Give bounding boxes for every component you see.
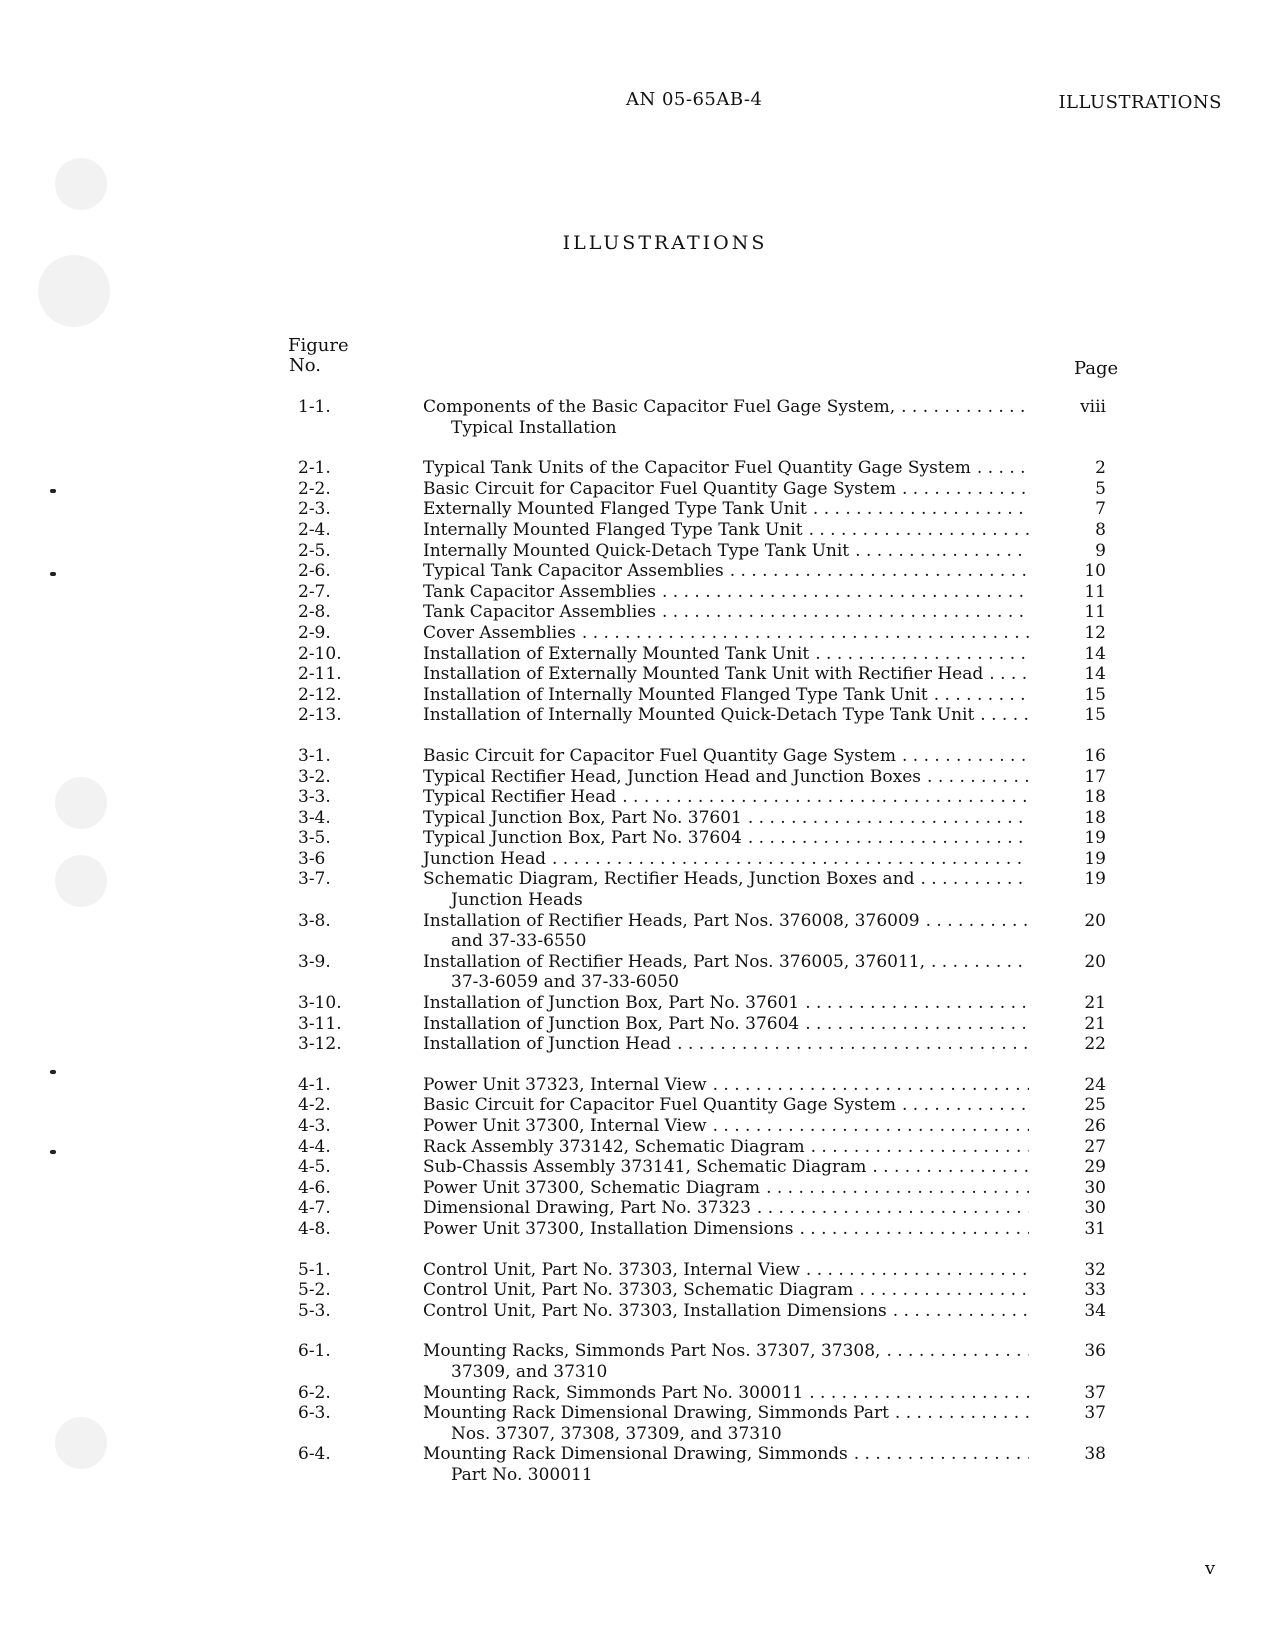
page-reference: 25 bbox=[1084, 1095, 1106, 1116]
page-reference: 36 bbox=[1084, 1341, 1106, 1362]
dot-leader bbox=[616, 787, 1029, 808]
dot-leader bbox=[576, 623, 1029, 644]
dot-leader bbox=[656, 602, 1029, 623]
page-reference: 21 bbox=[1084, 1013, 1106, 1034]
page-reference: 29 bbox=[1084, 1157, 1106, 1178]
list-item bbox=[0, 952, 1280, 993]
figure-title: Sub-Chassis Assembly 373141, Schematic Diagram bbox=[423, 1157, 867, 1178]
figure-title-line bbox=[423, 767, 1029, 788]
dot-leader bbox=[889, 1403, 1029, 1424]
figure-title: Installation of Rectifier Heads, Part Nos. 376005, 376011, bbox=[423, 951, 925, 972]
figure-title: Mounting Racks, Simmonds Part Nos. 37307, 37308, bbox=[423, 1341, 881, 1362]
figure-title-line bbox=[423, 746, 1029, 767]
dot-leader bbox=[742, 828, 1029, 849]
figure-title-line bbox=[423, 1157, 1029, 1178]
page-reference: 21 bbox=[1084, 993, 1106, 1014]
list-item bbox=[0, 685, 1280, 706]
figure-heading-line2: No. bbox=[289, 355, 321, 376]
figure-number: 5-1. bbox=[298, 1259, 331, 1280]
section-header: ILLUSTRATIONS bbox=[1058, 92, 1222, 113]
figure-number: 3-6 bbox=[298, 848, 326, 869]
figure-number: 2-13. bbox=[298, 705, 342, 726]
figure-number: 4-8. bbox=[298, 1218, 331, 1239]
page-reference: 8 bbox=[1095, 519, 1106, 540]
figure-title-line bbox=[423, 644, 1029, 665]
figure-title-line bbox=[423, 1095, 1029, 1116]
figure-number: 2-5. bbox=[298, 540, 331, 561]
list-item bbox=[0, 582, 1280, 603]
figure-title-line bbox=[423, 561, 1029, 582]
figure-number: 2-12. bbox=[298, 684, 342, 705]
figure-title: Internally Mounted Flanged Type Tank Unit bbox=[423, 519, 803, 540]
page-reference: 27 bbox=[1084, 1136, 1106, 1157]
figure-title-continuation: 37309, and 37310 bbox=[451, 1361, 608, 1382]
figure-title-line bbox=[423, 1444, 1029, 1465]
figure-title-line bbox=[423, 664, 1029, 685]
figure-title-line bbox=[423, 911, 1029, 932]
figure-title: Control Unit, Part No. 37303, Internal View bbox=[423, 1259, 800, 1280]
figure-title-line bbox=[423, 623, 1029, 644]
dot-leader bbox=[928, 685, 1029, 706]
list-item bbox=[0, 1260, 1280, 1281]
figure-title-line bbox=[423, 993, 1029, 1014]
figure-title-line bbox=[423, 808, 1029, 829]
list-item bbox=[0, 1198, 1280, 1219]
figure-number: 3-11. bbox=[298, 1013, 342, 1034]
figure-title: Typical Tank Units of the Capacitor Fuel Quantity Gage System bbox=[423, 458, 971, 479]
dot-leader bbox=[809, 644, 1029, 665]
list-item bbox=[0, 849, 1280, 870]
list-item bbox=[0, 541, 1280, 562]
figure-title-line bbox=[423, 520, 1029, 541]
figure-group bbox=[0, 746, 1280, 1055]
list-item bbox=[0, 705, 1280, 726]
figure-title-line bbox=[423, 1116, 1029, 1137]
figure-title-line bbox=[423, 499, 1029, 520]
figure-title-line bbox=[423, 1301, 1029, 1322]
dot-leader bbox=[803, 1383, 1029, 1404]
figure-title-continuation: Part No. 300011 bbox=[451, 1464, 593, 1485]
figure-title: Mounting Rack, Simmonds Part No. 300011 bbox=[423, 1382, 804, 1403]
figure-title: Installation of Junction Head bbox=[423, 1034, 672, 1055]
dot-leader bbox=[896, 1095, 1029, 1116]
dot-leader bbox=[707, 1116, 1029, 1137]
figure-title-line bbox=[423, 602, 1029, 623]
figure-column-heading bbox=[288, 336, 349, 376]
figure-title-line bbox=[423, 1341, 1029, 1362]
figure-number: 3-7. bbox=[298, 869, 331, 890]
list-item bbox=[0, 787, 1280, 808]
page-reference: 34 bbox=[1084, 1300, 1106, 1321]
figure-number: 6-1. bbox=[298, 1341, 331, 1362]
figure-title: Internally Mounted Quick-Detach Type Tank Unit bbox=[423, 540, 850, 561]
figure-title: Components of the Basic Capacitor Fuel Gage System, bbox=[423, 397, 896, 417]
figure-number: 5-2. bbox=[298, 1280, 331, 1301]
list-item bbox=[0, 664, 1280, 685]
page-reference: 9 bbox=[1095, 540, 1106, 561]
figure-title-line bbox=[423, 1034, 1029, 1055]
figure-group bbox=[0, 458, 1280, 726]
figure-number: 2-9. bbox=[298, 622, 331, 643]
figure-title: Typical Junction Box, Part No. 37601 bbox=[423, 807, 742, 828]
page-reference: 14 bbox=[1084, 664, 1106, 685]
figure-group bbox=[0, 1075, 1280, 1240]
list-item bbox=[0, 520, 1280, 541]
figure-title: Power Unit 37300, Schematic Diagram bbox=[423, 1177, 761, 1198]
figure-title-line bbox=[423, 458, 1029, 479]
page-reference: 26 bbox=[1084, 1116, 1106, 1136]
dot-leader bbox=[805, 1137, 1029, 1158]
document-number: AN 05-65AB-4 bbox=[626, 89, 763, 110]
figure-title-line bbox=[423, 1178, 1029, 1199]
dot-leader bbox=[707, 1075, 1029, 1096]
dot-leader bbox=[800, 1260, 1029, 1281]
list-item bbox=[0, 1341, 1280, 1382]
figure-title-continuation: and 37-33-6550 bbox=[451, 931, 587, 952]
figure-number: 4-3. bbox=[298, 1116, 331, 1136]
figure-number: 4-6. bbox=[298, 1177, 331, 1198]
page-reference: 15 bbox=[1084, 705, 1106, 726]
figure-title-line bbox=[423, 1014, 1029, 1035]
figure-title: Dimensional Drawing, Part No. 37323 bbox=[423, 1198, 751, 1219]
dot-leader bbox=[896, 746, 1029, 767]
figure-title: Installation of Externally Mounted Tank Unit bbox=[423, 643, 810, 664]
page-reference: 17 bbox=[1084, 766, 1106, 787]
figure-number: 2-7. bbox=[298, 581, 331, 602]
dot-leader bbox=[803, 520, 1029, 541]
list-item bbox=[0, 993, 1280, 1014]
figure-title-line bbox=[423, 952, 1029, 973]
figure-title: Typical Rectifier Head, Junction Head and Junction Boxes bbox=[423, 766, 922, 787]
figure-title-continuation: Typical Installation bbox=[451, 417, 617, 438]
figure-title: Installation of Internally Mounted Quick-Detach Type Tank Unit bbox=[423, 705, 975, 726]
dot-leader bbox=[751, 1198, 1029, 1219]
list-item bbox=[0, 1219, 1280, 1240]
list-item bbox=[0, 602, 1280, 623]
list-item bbox=[0, 561, 1280, 582]
figure-title-line bbox=[423, 787, 1029, 808]
figure-number: 2-4. bbox=[298, 519, 331, 540]
figure-title-line bbox=[423, 541, 1029, 562]
page-reference: 11 bbox=[1084, 602, 1106, 623]
dot-leader bbox=[799, 993, 1029, 1014]
dot-leader bbox=[724, 561, 1029, 582]
figure-title: Mounting Rack Dimensional Drawing, Simmonds bbox=[423, 1444, 848, 1465]
list-item bbox=[0, 808, 1280, 829]
figure-number: 2-1. bbox=[298, 458, 331, 479]
dot-leader bbox=[793, 1219, 1029, 1240]
figure-number: 4-2. bbox=[298, 1095, 331, 1116]
figure-title: Typical Tank Capacitor Assemblies bbox=[423, 561, 724, 582]
page-reference: 37 bbox=[1084, 1382, 1106, 1403]
figure-number: 4-5. bbox=[298, 1157, 331, 1178]
page-reference: 18 bbox=[1084, 807, 1106, 828]
figure-number: 1-1. bbox=[298, 397, 331, 417]
figure-title: Installation of Junction Box, Part No. 37604 bbox=[423, 1013, 800, 1034]
page-reference: 14 bbox=[1084, 643, 1106, 664]
figure-title: Basic Circuit for Capacitor Fuel Quantity Gage System bbox=[423, 478, 896, 499]
figure-title-line bbox=[423, 1403, 1029, 1424]
figure-title: Externally Mounted Flanged Type Tank Unit bbox=[423, 499, 807, 520]
figure-title: Cover Assemblies bbox=[423, 622, 576, 643]
figure-title: Basic Circuit for Capacitor Fuel Quantity Gage System bbox=[423, 745, 896, 766]
figure-title-continuation: Junction Heads bbox=[451, 890, 583, 911]
dot-leader bbox=[880, 1341, 1029, 1362]
page-number: v bbox=[1205, 1558, 1216, 1579]
list-item bbox=[0, 499, 1280, 520]
page-reference: 19 bbox=[1084, 828, 1106, 849]
page-reference: 7 bbox=[1095, 499, 1106, 520]
figure-title: Rack Assembly 373142, Schematic Diagram bbox=[423, 1136, 805, 1157]
figure-number: 2-10. bbox=[298, 643, 342, 664]
dot-leader bbox=[799, 1014, 1029, 1035]
page-reference: 31 bbox=[1084, 1218, 1106, 1239]
punch-hole bbox=[38, 255, 110, 327]
list-item bbox=[0, 1157, 1280, 1178]
figure-title-line bbox=[423, 849, 1029, 870]
dot-leader bbox=[853, 1280, 1029, 1301]
page-reference: 18 bbox=[1084, 787, 1106, 808]
figure-number: 2-2. bbox=[298, 478, 331, 499]
list-item bbox=[0, 911, 1280, 952]
figure-title: Control Unit, Part No. 37303, Installation Dimensions bbox=[423, 1300, 887, 1321]
list-item bbox=[0, 869, 1280, 910]
figure-title: Tank Capacitor Assemblies bbox=[423, 602, 656, 623]
figure-title: Tank Capacitor Assemblies bbox=[423, 581, 656, 602]
page-reference: 24 bbox=[1084, 1074, 1106, 1095]
list-item bbox=[0, 1301, 1280, 1322]
figure-title: Control Unit, Part No. 37303, Schematic Diagram bbox=[423, 1280, 854, 1301]
figure-title-line bbox=[423, 1260, 1029, 1281]
list-item bbox=[0, 644, 1280, 665]
list-item bbox=[0, 458, 1280, 479]
list-item bbox=[0, 1116, 1280, 1137]
figure-title-line bbox=[423, 479, 1029, 500]
list-item bbox=[0, 1014, 1280, 1035]
list-item bbox=[0, 746, 1280, 767]
figure-title-continuation: Nos. 37307, 37308, 37309, and 37310 bbox=[451, 1423, 782, 1444]
list-item bbox=[0, 479, 1280, 500]
figure-number: 4-1. bbox=[298, 1074, 331, 1095]
page-column-heading: Page bbox=[1074, 358, 1119, 379]
figure-title: Installation of Internally Mounted Flanged Type Tank Unit bbox=[423, 684, 928, 705]
dot-leader bbox=[925, 952, 1029, 973]
list-item bbox=[0, 828, 1280, 849]
figure-number: 3-4. bbox=[298, 807, 331, 828]
figure-number: 3-9. bbox=[298, 951, 331, 972]
dot-leader bbox=[848, 1444, 1029, 1465]
page-reference: 15 bbox=[1084, 684, 1106, 705]
list-item bbox=[0, 767, 1280, 788]
figure-title-line bbox=[423, 1219, 1029, 1240]
page-reference: 33 bbox=[1084, 1280, 1106, 1301]
page-reference: 19 bbox=[1084, 848, 1106, 869]
list-item bbox=[0, 1444, 1280, 1485]
list-item bbox=[0, 1178, 1280, 1199]
dot-leader bbox=[983, 664, 1029, 685]
figure-title-continuation: 37-3-6059 and 37-33-6050 bbox=[451, 972, 679, 993]
page-reference: 38 bbox=[1084, 1444, 1106, 1465]
figure-number: 2-11. bbox=[298, 664, 342, 685]
figure-number: 2-8. bbox=[298, 602, 331, 623]
figure-title: Junction Head bbox=[423, 848, 546, 869]
figure-number: 6-3. bbox=[298, 1403, 331, 1424]
dot-leader bbox=[742, 808, 1029, 829]
figure-group bbox=[0, 1341, 1280, 1485]
figure-number: 3-10. bbox=[298, 993, 342, 1014]
list-item bbox=[0, 397, 1280, 438]
page-reference: 16 bbox=[1084, 745, 1106, 766]
dot-leader bbox=[971, 458, 1029, 479]
figure-title-line bbox=[423, 1383, 1029, 1404]
page-reference: 12 bbox=[1084, 622, 1106, 643]
list-item bbox=[0, 1383, 1280, 1404]
dot-leader bbox=[895, 397, 1029, 418]
figure-title-line bbox=[423, 828, 1029, 849]
figure-title: Power Unit 37300, Installation Dimensions bbox=[423, 1218, 794, 1239]
page-reference: 32 bbox=[1084, 1259, 1106, 1280]
figure-title: Typical Junction Box, Part No. 37604 bbox=[423, 828, 742, 849]
page-title: ILLUSTRATIONS bbox=[562, 232, 768, 254]
page-reference: 11 bbox=[1084, 581, 1106, 602]
dot-leader bbox=[656, 582, 1029, 603]
dot-leader bbox=[974, 705, 1029, 726]
figure-number: 4-7. bbox=[298, 1198, 331, 1219]
figure-group bbox=[0, 1260, 1280, 1322]
figure-title-line bbox=[423, 1198, 1029, 1219]
list-item bbox=[0, 1095, 1280, 1116]
figure-title-line bbox=[423, 685, 1029, 706]
figure-number: 6-4. bbox=[298, 1444, 331, 1465]
figure-number: 5-3. bbox=[298, 1300, 331, 1321]
page-reference: viii bbox=[1080, 397, 1106, 417]
dot-leader bbox=[807, 499, 1029, 520]
figure-title: Typical Rectifier Head bbox=[423, 787, 617, 808]
page-reference: 2 bbox=[1095, 458, 1106, 479]
list-item bbox=[0, 1403, 1280, 1444]
dot-leader bbox=[546, 849, 1029, 870]
list-item bbox=[0, 1034, 1280, 1055]
dot-leader bbox=[920, 911, 1029, 932]
dot-leader bbox=[887, 1301, 1029, 1322]
figure-title: Power Unit 37300, Internal View bbox=[423, 1116, 707, 1136]
list-item bbox=[0, 623, 1280, 644]
figure-number: 3-3. bbox=[298, 787, 331, 808]
figure-title-line bbox=[423, 1137, 1029, 1158]
page-reference: 19 bbox=[1084, 869, 1106, 890]
illustrations-list bbox=[0, 397, 1280, 1506]
page-reference: 22 bbox=[1084, 1034, 1106, 1055]
page-reference: 5 bbox=[1095, 478, 1106, 499]
dot-leader bbox=[760, 1178, 1029, 1199]
figure-number: 3-5. bbox=[298, 828, 331, 849]
list-item bbox=[0, 1280, 1280, 1301]
figure-number: 2-6. bbox=[298, 561, 331, 582]
figure-number: 3-1. bbox=[298, 745, 331, 766]
figure-number: 6-2. bbox=[298, 1382, 331, 1403]
punch-hole bbox=[55, 158, 107, 210]
dot-leader bbox=[671, 1034, 1029, 1055]
figure-title: Installation of Externally Mounted Tank Unit with Rectifier Head bbox=[423, 664, 984, 685]
list-item bbox=[0, 1137, 1280, 1158]
dot-leader bbox=[914, 869, 1029, 890]
page-reference: 30 bbox=[1084, 1177, 1106, 1198]
figure-title: Mounting Rack Dimensional Drawing, Simmonds Part bbox=[423, 1403, 889, 1424]
figure-title: Installation of Junction Box, Part No. 37601 bbox=[423, 993, 800, 1014]
figure-number: 3-2. bbox=[298, 766, 331, 787]
figure-title: Power Unit 37323, Internal View bbox=[423, 1074, 707, 1095]
figure-title-line bbox=[423, 705, 1029, 726]
dot-leader bbox=[866, 1157, 1029, 1178]
dot-leader bbox=[896, 479, 1029, 500]
figure-heading-line1: Figure bbox=[288, 335, 349, 356]
figure-title-line bbox=[423, 1280, 1029, 1301]
dot-leader bbox=[849, 541, 1029, 562]
dot-leader bbox=[921, 767, 1029, 788]
page-reference: 30 bbox=[1084, 1198, 1106, 1219]
page-reference: 10 bbox=[1084, 561, 1106, 582]
page-reference: 37 bbox=[1084, 1403, 1106, 1424]
figure-title-line bbox=[423, 869, 1029, 890]
figure-number: 3-12. bbox=[298, 1034, 342, 1055]
figure-number: 2-3. bbox=[298, 499, 331, 520]
figure-title-line bbox=[423, 1075, 1029, 1096]
figure-title: Schematic Diagram, Rectifier Heads, Junction Boxes and bbox=[423, 869, 915, 890]
figure-title: Basic Circuit for Capacitor Fuel Quantity Gage System bbox=[423, 1095, 896, 1116]
list-item bbox=[0, 1075, 1280, 1096]
page-reference: 20 bbox=[1084, 951, 1106, 972]
figure-title-line bbox=[423, 582, 1029, 603]
figure-title: Installation of Rectifier Heads, Part Nos. 376008, 376009 bbox=[423, 910, 920, 931]
figure-group bbox=[0, 397, 1280, 438]
figure-number: 4-4. bbox=[298, 1136, 331, 1157]
page-reference: 20 bbox=[1084, 910, 1106, 931]
figure-number: 3-8. bbox=[298, 910, 331, 931]
figure-title-line bbox=[423, 397, 1029, 418]
